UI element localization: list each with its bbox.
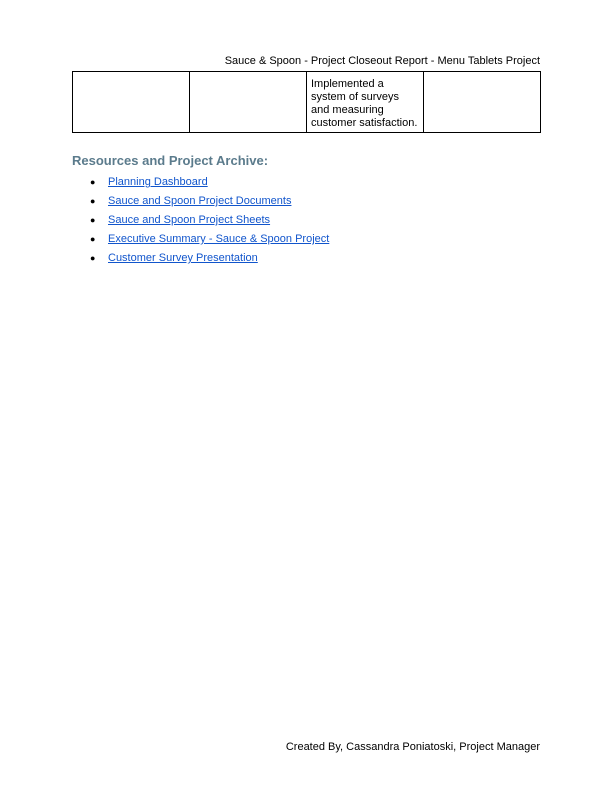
list-item [72, 175, 329, 194]
list-item [72, 213, 329, 232]
table-row [73, 72, 541, 133]
bullet-icon: ● [90, 253, 96, 263]
link-executive-summary[interactable]: Executive Summary - Sauce & Spoon Project [108, 233, 330, 245]
bullet-icon: ● [90, 196, 96, 206]
link-planning-dashboard[interactable]: Planning Dashboard [108, 176, 208, 188]
table-cell [190, 72, 307, 133]
list-item [72, 251, 329, 270]
list-item [72, 194, 329, 213]
bullet-icon: ● [90, 215, 96, 225]
bullet-icon: ● [90, 234, 96, 244]
bullet-icon: ● [90, 177, 96, 187]
table-cell: Implemented a system of surveys and measuring customer satisfaction. [307, 72, 424, 133]
continued-table [72, 71, 541, 133]
table-cell [73, 72, 190, 133]
page-header: Sauce & Spoon - Project Closeout Report - Menu Tablets Project [224, 55, 540, 67]
table-cell [424, 72, 541, 133]
list-item [72, 232, 329, 251]
resource-link-list [72, 175, 329, 270]
link-project-sheets[interactable]: Sauce and Spoon Project Sheets [108, 214, 271, 226]
page-footer: Created By, Cassandra Poniatoski, Project Manager [285, 741, 540, 753]
link-customer-survey-presentation[interactable]: Customer Survey Presentation [108, 252, 258, 264]
link-project-documents[interactable]: Sauce and Spoon Project Documents [108, 195, 292, 207]
resources-heading: Resources and Project Archive: [72, 153, 269, 168]
